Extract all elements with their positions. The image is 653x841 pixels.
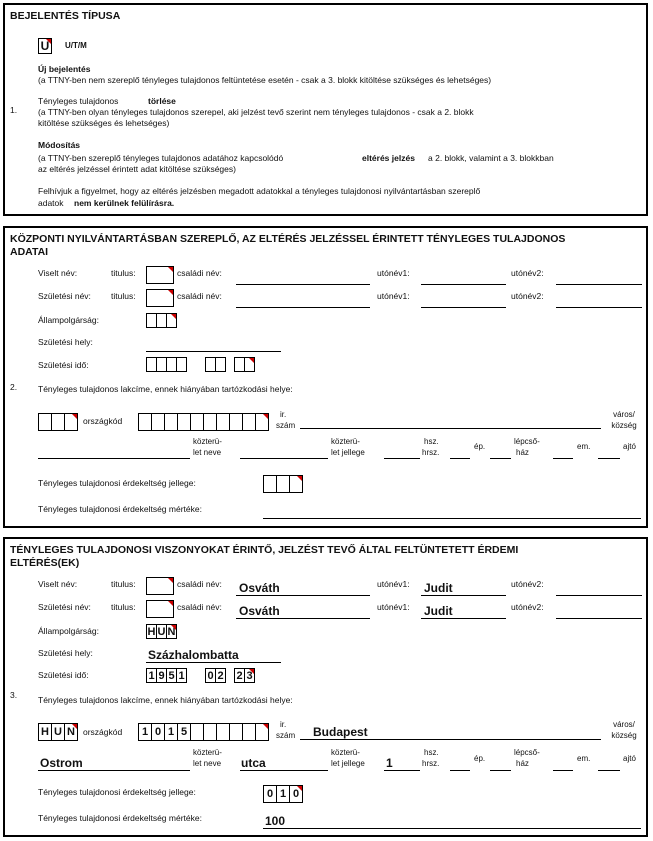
ajto-field[interactable] [598, 458, 620, 459]
char-box[interactable] [203, 413, 217, 431]
char-box[interactable]: 0 [205, 668, 216, 683]
epulet-label: ép. [474, 754, 486, 763]
char-box[interactable] [216, 723, 230, 741]
char-box[interactable] [289, 475, 303, 493]
char-box[interactable] [216, 413, 230, 431]
char-box[interactable]: U [51, 723, 65, 741]
szuletesi-hely-value[interactable]: Százhalombatta [148, 648, 239, 662]
char-box[interactable]: U [157, 626, 166, 638]
titulus-box[interactable] [146, 577, 174, 595]
allampolgarsag-boxes[interactable] [146, 624, 177, 639]
orszagkod-boxes[interactable] [38, 723, 78, 741]
csaladi-nev-label: családi név: [177, 291, 222, 301]
hazszam-field[interactable] [384, 458, 420, 459]
kozterulet-jellege-value[interactable]: utca [241, 756, 266, 770]
hazszam-label-b: hrsz. [422, 448, 440, 457]
kozterulet-neve-label-b: let neve [193, 759, 222, 768]
hazszam-field[interactable] [384, 770, 420, 771]
titulus-label: titulus: [111, 268, 136, 278]
kozterulet-neve-label-b: let neve [193, 448, 222, 457]
erdekeltseg-merteke-label: Tényleges tulajdonosi érdekeltség mértéke: [38, 813, 202, 823]
allampolgarsag-label: Állampolgárság: [38, 315, 99, 325]
utonev1-label: utónév1: [377, 602, 410, 612]
char-box[interactable] [176, 357, 187, 372]
char-box[interactable]: 0 [263, 785, 277, 803]
erdekeltseg-merteke-field[interactable] [263, 518, 641, 519]
szuletesi-csaladi-nev-value[interactable]: Osváth [239, 604, 280, 618]
delete-desc-2: kitöltése szükséges és lehetséges) [38, 118, 170, 128]
emelet-field[interactable] [553, 770, 573, 771]
utonev2-label: utónév2: [511, 602, 544, 612]
titulus-box[interactable] [146, 266, 174, 284]
new-report-heading: Új bejelentés [38, 64, 91, 74]
utonev1-label: utónév1: [377, 291, 410, 301]
orszagkod-label: országkód [83, 416, 123, 426]
modify-desc-2: az eltérés jelzéssel érintett adat kitöltése szükséges) [38, 164, 236, 174]
section-1-number: 1. [10, 105, 18, 115]
char-box[interactable] [255, 723, 269, 741]
char-box[interactable]: H [38, 723, 52, 741]
char-box[interactable]: N [167, 626, 176, 638]
char-box[interactable] [242, 723, 256, 741]
lakcim-label: Tényleges tulajdonos lakcíme, ennek hiányában tartózkodási helye: [38, 384, 293, 394]
modify-desc-1c: a 2. blokk, valamint a 3. blokkban [428, 153, 554, 163]
lepcsohaz-label-a: lépcső- [514, 748, 540, 757]
char-box[interactable]: H [147, 626, 156, 638]
kozterulet-neve-field[interactable] [38, 458, 190, 459]
lepcsohaz-label-b: ház [516, 448, 529, 457]
utonev2-label: utónév2: [511, 268, 544, 278]
char-box[interactable]: 0 [289, 785, 303, 803]
szuletesi-utonev1-value[interactable]: Judit [424, 604, 453, 618]
irszam-label-a: ir. [280, 720, 287, 729]
varos-label-a: város/ [613, 410, 635, 419]
csaladi-nev-label: családi név: [177, 602, 222, 612]
titulus-label: titulus: [111, 291, 136, 301]
note-line-1: Felhívjuk a figyelmet, hogy az eltérés jelzésben megadott adatokkal a tényleges tulajdonosi nyilvántartásban szereplő [38, 186, 481, 196]
varos-field[interactable] [300, 428, 601, 429]
char-box[interactable]: 1 [138, 723, 152, 741]
iranyitoszam-boxes[interactable] [138, 723, 269, 741]
utonev1-field[interactable] [421, 595, 506, 596]
kozterulet-jellege-label-b: let jellege [331, 759, 365, 768]
kozterulet-jellege-field[interactable] [240, 770, 328, 771]
modify-heading: Módosítás [38, 140, 81, 150]
iranyitoszam-boxes[interactable] [138, 413, 269, 431]
utonev2-field[interactable] [556, 307, 642, 308]
kozterulet-jellege-field[interactable] [240, 458, 328, 459]
lakcim-label: Tényleges tulajdonos lakcíme, ennek hiányában tartózkodási helye: [38, 695, 293, 705]
erdekeltseg-jellege-label: Tényleges tulajdonosi érdekeltség jellege: [38, 478, 196, 488]
epulet-label: ép. [474, 442, 486, 451]
varos-label-b: község [611, 421, 637, 430]
utonev1-label: utónév1: [377, 268, 410, 278]
char-box[interactable] [190, 413, 204, 431]
char-box[interactable] [64, 413, 78, 431]
char-box[interactable]: 3 [244, 668, 255, 683]
utm-label: U/T/M [65, 41, 87, 50]
char-box[interactable] [229, 723, 243, 741]
szuletesi-hely-label: Születési hely: [38, 337, 93, 347]
kozterulet-neve-field[interactable] [38, 770, 190, 771]
char-box[interactable]: 5 [166, 668, 177, 683]
char-box[interactable] [276, 475, 290, 493]
titulus-box[interactable] [146, 600, 174, 618]
erdekeltseg-merteke-field[interactable] [263, 828, 641, 829]
section-1-title: BEJELENTÉS TÍPUSA [10, 10, 121, 22]
char-box[interactable] [138, 413, 152, 431]
char-box[interactable]: N [64, 723, 78, 741]
viselt-nev-label: Viselt név: [38, 268, 78, 278]
char-box[interactable]: 1 [146, 668, 157, 683]
allampolgarsag-label: Állampolgárság: [38, 626, 99, 636]
char-box[interactable] [229, 413, 243, 431]
csaladi-nev-label: családi név: [177, 268, 222, 278]
utonev1-field[interactable] [421, 284, 506, 285]
utonev2-label: utónév2: [511, 291, 544, 301]
ajto-field[interactable] [598, 770, 620, 771]
char-box[interactable]: 5 [177, 723, 191, 741]
csaladi-nev-field[interactable] [236, 618, 370, 619]
szuletesi-ido-month[interactable] [205, 668, 226, 683]
char-box[interactable] [242, 413, 256, 431]
kozterulet-neve-label-a: közterü- [193, 437, 222, 446]
char-box[interactable]: 1 [164, 723, 178, 741]
viselt-utonev1-value[interactable]: Judit [424, 581, 453, 595]
new-report-desc: (a TTNY-ben nem szereplő tényleges tulajdonos feltüntetése esetén - csak a 3. blokk kitöltése szükséges és lehetséges) [38, 75, 492, 85]
section-3-title-1: TÉNYLEGES TULAJDONOSI VISZONYOKAT ÉRINTŐ, JELZÉST TEVŐ ÁLTAL FELTÜNTETETT ÉRDEMI [10, 544, 519, 556]
section-2-title-1: KÖZPONTI NYILVÁNTARTÁSBAN SZEREPLŐ, AZ ELTÉRÉS JELZÉSSEL ÉRINTETT TÉNYLEGES TULAJDONOS [10, 233, 566, 245]
section-3-number: 3. [10, 690, 18, 700]
csaladi-nev-field[interactable] [236, 284, 370, 285]
char-box[interactable] [263, 475, 277, 493]
csaladi-nev-label: családi név: [177, 579, 222, 589]
csaladi-nev-field[interactable] [236, 307, 370, 308]
szuletesi-ido-day[interactable] [234, 357, 255, 372]
szuletesi-ido-year[interactable] [146, 668, 187, 683]
char-box[interactable] [164, 413, 178, 431]
kozterulet-jellege-label-a: közterü- [331, 437, 360, 446]
erdekeltseg-merteke-value[interactable]: 100 [265, 814, 286, 828]
lepcsohaz-label-b: ház [516, 759, 529, 768]
hazszam-label-a: hsz. [424, 437, 439, 446]
note-line-2a: adatok [38, 198, 64, 208]
emelet-field[interactable] [553, 458, 573, 459]
szuletesi-nev-label: Születési név: [38, 291, 91, 301]
allampolgarsag-boxes[interactable] [146, 313, 177, 328]
section-2-title-2: ADATAI [10, 246, 49, 258]
utonev2-field[interactable] [556, 618, 642, 619]
char-box[interactable] [51, 413, 65, 431]
varos-value[interactable]: Budapest [313, 725, 368, 739]
szuletesi-hely-label: Születési hely: [38, 648, 93, 658]
char-box[interactable] [244, 357, 255, 372]
szuletesi-hely-field[interactable] [146, 351, 281, 352]
varos-label-a: város/ [613, 720, 635, 729]
varos-field[interactable] [300, 739, 601, 740]
hazszam-value[interactable]: 1 [386, 756, 393, 770]
erdekeltseg-jellege-boxes[interactable] [263, 785, 303, 803]
char-box[interactable]: 9 [156, 668, 167, 683]
hazszam-label-b: hrsz. [422, 759, 440, 768]
delete-heading-b: törlése [148, 96, 176, 106]
viselt-csaladi-nev-value[interactable]: Osváth [239, 581, 280, 595]
szuletesi-ido-year[interactable] [146, 357, 187, 372]
varos-label-b: község [611, 731, 637, 740]
szuletesi-hely-field[interactable] [146, 662, 281, 663]
lepcsohaz-field[interactable] [490, 770, 511, 771]
titulus-box[interactable] [146, 289, 174, 307]
erdekeltseg-merteke-label: Tényleges tulajdonosi érdekeltség mértéke: [38, 504, 202, 514]
bejelentes-tipus-box[interactable]: U [38, 38, 52, 54]
char-box[interactable] [255, 413, 269, 431]
kozterulet-neve-label-a: közterü- [193, 748, 222, 757]
erdekeltseg-jellege-boxes[interactable] [263, 475, 303, 493]
section-3-title-2: ELTÉRÉS(EK) [10, 557, 80, 569]
erdekeltseg-jellege-label: Tényleges tulajdonosi érdekeltség jellege: [38, 787, 196, 797]
char-box[interactable]: 0 [151, 723, 165, 741]
utonev2-label: utónév2: [511, 579, 544, 589]
char-box[interactable]: 2 [234, 668, 245, 683]
char-box[interactable] [151, 413, 165, 431]
char-box[interactable] [166, 313, 177, 328]
titulus-label: titulus: [111, 602, 136, 612]
note-line-2b: nem kerülnek felülírásra. [74, 198, 175, 208]
szuletesi-ido-label: Születési idő: [38, 670, 89, 680]
szuletesi-ido-label: Születési idő: [38, 360, 89, 370]
csaladi-nev-field[interactable] [236, 595, 370, 596]
orszagkod-label: országkód [83, 727, 123, 737]
kozterulet-jellege-label-b: let jellege [331, 448, 365, 457]
utonev1-field[interactable] [421, 618, 506, 619]
emelet-label: em. [577, 754, 591, 763]
szuletesi-nev-label: Születési név: [38, 602, 91, 612]
modify-desc-1a: (a TTNY-ben szereplő tényleges tulajdonos adatához kapcsolódó [38, 153, 284, 163]
modify-desc-1b: eltérés jelzés [362, 153, 415, 163]
utonev1-label: utónév1: [377, 579, 410, 589]
lepcsohaz-label-a: lépcső- [514, 437, 540, 446]
char-box[interactable] [177, 413, 191, 431]
hazszam-label-a: hsz. [424, 748, 439, 757]
irszam-label-b: szám [276, 731, 296, 740]
titulus-label: titulus: [111, 579, 136, 589]
char-box[interactable] [38, 413, 52, 431]
irszam-label-b: szám [276, 421, 296, 430]
szuletesi-ido-day[interactable] [234, 668, 255, 683]
char-box[interactable]: 1 [176, 668, 187, 683]
ajto-label: ajtó [623, 442, 636, 451]
viselt-nev-label: Viselt név: [38, 579, 78, 589]
delete-heading-a: Tényleges tulajdonos [38, 96, 119, 106]
char-box[interactable]: 1 [276, 785, 290, 803]
char-box[interactable] [203, 723, 217, 741]
utonev2-field[interactable] [556, 595, 642, 596]
emelet-label: em. [577, 442, 591, 451]
utonev2-field[interactable] [556, 284, 642, 285]
kozterulet-jellege-label-a: közterü- [331, 748, 360, 757]
lepcsohaz-field[interactable] [490, 458, 511, 459]
utonev1-field[interactable] [421, 307, 506, 308]
orszagkod-boxes[interactable] [38, 413, 78, 431]
char-box[interactable] [215, 357, 226, 372]
section-2-number: 2. [10, 382, 18, 392]
delete-desc-1: (a TTNY-ben olyan tényleges tulajdonos szerepel, aki jelzést tevő szerint nem tényleges tulajdonos - csak a 2. blokk [38, 107, 474, 117]
char-box[interactable]: 2 [215, 668, 226, 683]
char-box[interactable] [190, 723, 204, 741]
ajto-label: ajtó [623, 754, 636, 763]
epulet-field[interactable] [450, 770, 470, 771]
kozterulet-neve-value[interactable]: Ostrom [40, 756, 83, 770]
irszam-label-a: ir. [280, 410, 287, 419]
szuletesi-ido-month[interactable] [205, 357, 226, 372]
epulet-field[interactable] [450, 458, 470, 459]
